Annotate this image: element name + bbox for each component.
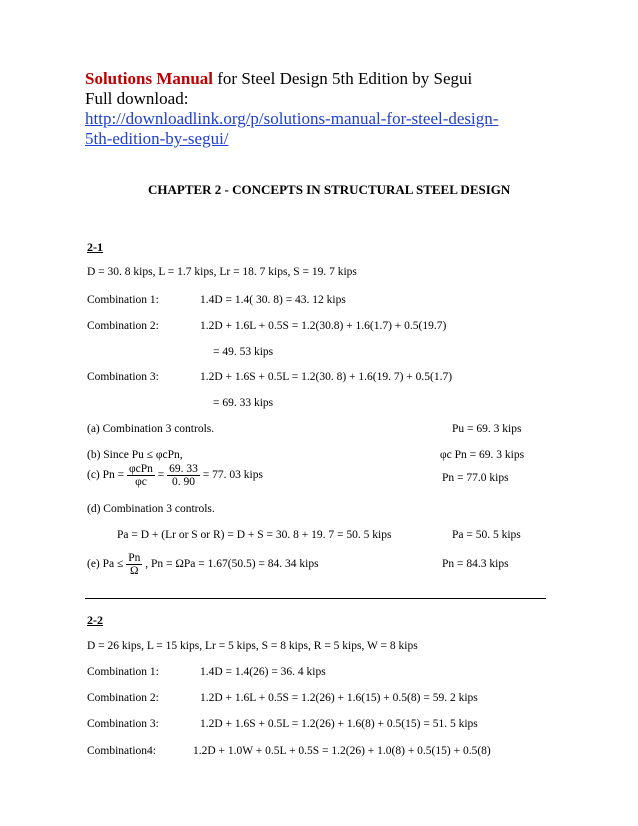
- p2-comb3: 1.2D + 1.6S + 0.5L = 1.2(26) + 1.6(8) + 0.5(15) = 51. 5 kips: [200, 718, 478, 730]
- p2-comb2-label: Combination 2:: [87, 692, 159, 704]
- p1-comb3: 1.2D + 1.6S + 0.5L = 1.2(30. 8) + 1.6(19. 7) + 0.5(1.7): [200, 371, 453, 383]
- p1-c-den1: φc: [135, 476, 147, 488]
- p1-part-c: [87, 463, 263, 488]
- p1-e-prefix: (e) Pa ≤: [87, 558, 124, 571]
- p1-part-a-answer: Pu = 69. 3 kips: [452, 423, 522, 435]
- problem-2-2-number: 2-2: [87, 613, 103, 627]
- p1-c-den2: 0. 90: [172, 476, 196, 488]
- p2-comb4: 1.2D + 1.0W + 0.5L + 0.5S = 1.2(26) + 1.0(8) + 0.5(15) + 0.5(8): [193, 745, 491, 757]
- p1-part-d-answer: Pa = 50. 5 kips: [452, 529, 521, 541]
- p1-part-a: (a) Combination 3 controls.: [87, 423, 215, 435]
- p1-e-den: Ω: [130, 565, 139, 577]
- p1-c-prefix: (c) Pn =: [87, 469, 125, 482]
- p1-e-rest: , Pn = ΩPa = 1.67(50.5) = 84. 34 kips: [145, 558, 319, 571]
- p1-comb1: 1.4D = 1.4( 30. 8) = 43. 12 kips: [200, 294, 346, 306]
- p1-part-b-answer: φc Pn = 69. 3 kips: [440, 449, 525, 461]
- p1-part-d-eq: Pa = D + (Lr or S or R) = D + S = 30. 8 + 19. 7 = 50. 5 kips: [117, 529, 392, 541]
- p1-c-num2: 69. 33: [169, 463, 198, 475]
- p1-c-result: = 77. 03 kips: [202, 469, 263, 482]
- p1-part-b: (b) Since Pu ≤ φcPn,: [87, 449, 183, 461]
- p1-c-fraction2: [167, 463, 200, 488]
- p1-c-fraction1: [127, 463, 155, 488]
- p1-e-fraction: [126, 552, 142, 577]
- p1-part-e: [87, 552, 319, 577]
- p1-comb2: 1.2D + 1.6L + 0.5S = 1.2(30.8) + 1.6(1.7) + 0.5(19.7): [200, 320, 447, 332]
- section-divider: [85, 598, 546, 599]
- title-red: Solutions Manual: [85, 69, 214, 88]
- download-label: Full download:: [85, 89, 189, 108]
- p2-given: D = 26 kips, L = 15 kips, Lr = 5 kips, S = 8 kips, R = 5 kips, W = 8 kips: [87, 640, 418, 652]
- chapter-heading: CHAPTER 2 - CONCEPTS IN STRUCTURAL STEEL DESIGN: [148, 182, 511, 197]
- doc-title: [85, 69, 472, 89]
- p1-c-equals: =: [157, 469, 165, 482]
- p2-comb4-label: Combination4:: [87, 745, 156, 757]
- problem-2-1-number: 2-1: [87, 240, 103, 254]
- p1-comb2-label: Combination 2:: [87, 320, 159, 332]
- p2-comb1-label: Combination 1:: [87, 666, 159, 678]
- p1-part-d: (d) Combination 3 controls.: [87, 503, 215, 515]
- p1-e-num: Pn: [128, 552, 141, 564]
- p1-part-e-answer: Pn = 84.3 kips: [442, 558, 509, 570]
- title-rest: for Steel Design 5th Edition by Segui: [213, 69, 473, 88]
- p1-comb3-label: Combination 3:: [87, 371, 159, 383]
- download-link[interactable]: http://downloadlink.org/p/solutions-manual-for-steel-design-5th-edition-by-segui/: [85, 109, 499, 148]
- p2-comb1: 1.4D = 1.4(26) = 36. 4 kips: [200, 666, 326, 678]
- p2-comb3-label: Combination 3:: [87, 718, 159, 730]
- p1-comb3-result: = 69. 33 kips: [213, 397, 274, 409]
- p1-comb2-result: = 49. 53 kips: [213, 346, 274, 358]
- p1-given: D = 30. 8 kips, L = 1.7 kips, Lr = 18. 7 kips, S = 19. 7 kips: [87, 266, 357, 278]
- p1-c-num1: φcPn: [129, 463, 153, 475]
- p1-comb1-label: Combination 1:: [87, 294, 159, 306]
- p1-part-c-answer: Pn = 77.0 kips: [442, 472, 509, 484]
- p2-comb2: 1.2D + 1.6L + 0.5S = 1.2(26) + 1.6(15) + 0.5(8) = 59. 2 kips: [200, 692, 478, 704]
